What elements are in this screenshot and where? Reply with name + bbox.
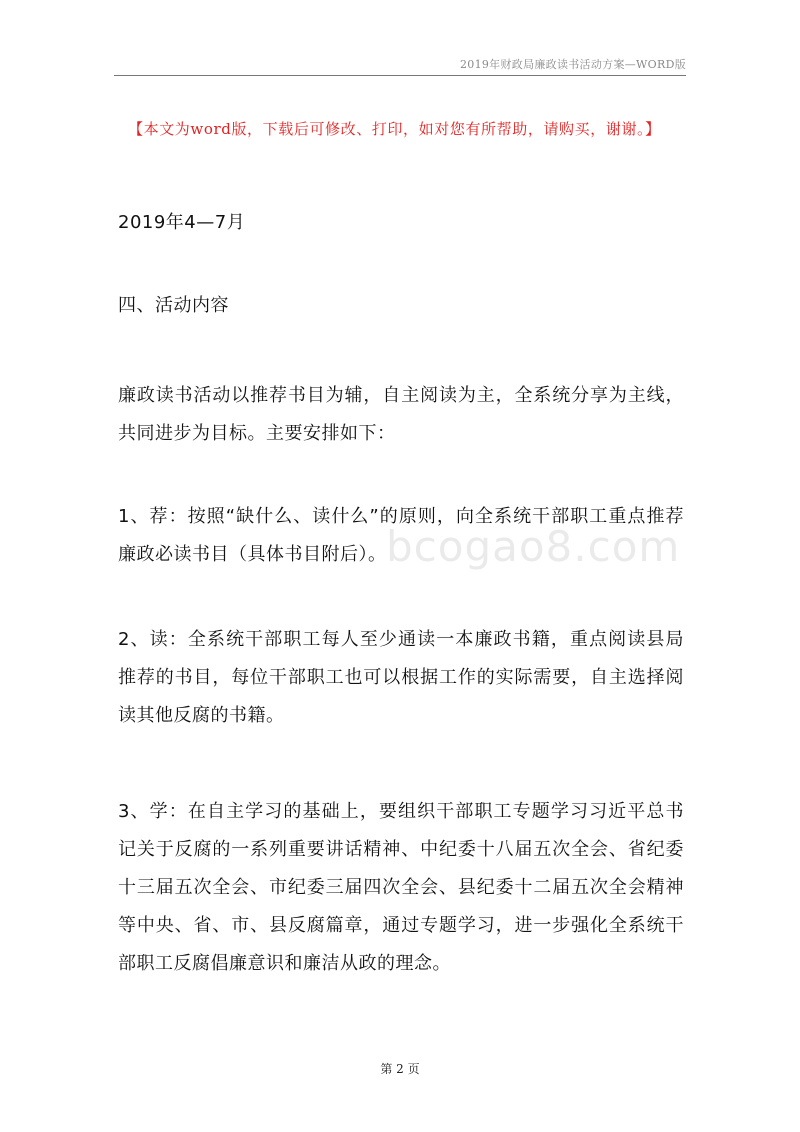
watermark: bcogao8.com [386, 522, 681, 571]
page-number: 第 2 页 [380, 1062, 420, 1076]
list-item-study: 3、学：在自主学习的基础上，要组织干部职工专题学习习近平总书记关于反腐的一系列重要讲话精神、中纪委十八届五次全会、省纪委十三届五次全会、市纪委三届四次全会、县纪委十二届五次全会精神等中央、省、市、县反腐篇章，通过专题学习，进一步强化全系统干部职工反腐倡廉意识和廉洁从政的理念。 [118, 801, 684, 974]
download-notice: 【本文为word版，下载后可修改、打印，如对您有所帮助，请购买，谢谢。】 [128, 120, 661, 138]
list-item-read: 2、读：全系统干部职工每人至少通读一本廉政书籍，重点阅读县局推荐的书目，每位干部职工也可以根据工作的实际需要，自主选择阅读其他反腐的书籍。 [118, 629, 684, 726]
date-line: 2019年4—7月 [118, 212, 246, 233]
list-item-recommend: 1、荐：按照“缺什么、读什么”的原则，向全系统干部职工重点推荐廉政必读书目（具体书目附后）。 [118, 506, 684, 565]
running-header: 2019年财政局廉政读书活动方案—WORD版 [459, 58, 686, 71]
header-divider [114, 75, 686, 76]
section-heading: 四、活动内容 [118, 295, 229, 316]
intro-paragraph: 廉政读书活动以推荐书目为辅，自主阅读为主，全系统分享为主线，共同进步为目标。主要安排如下： [118, 385, 684, 444]
